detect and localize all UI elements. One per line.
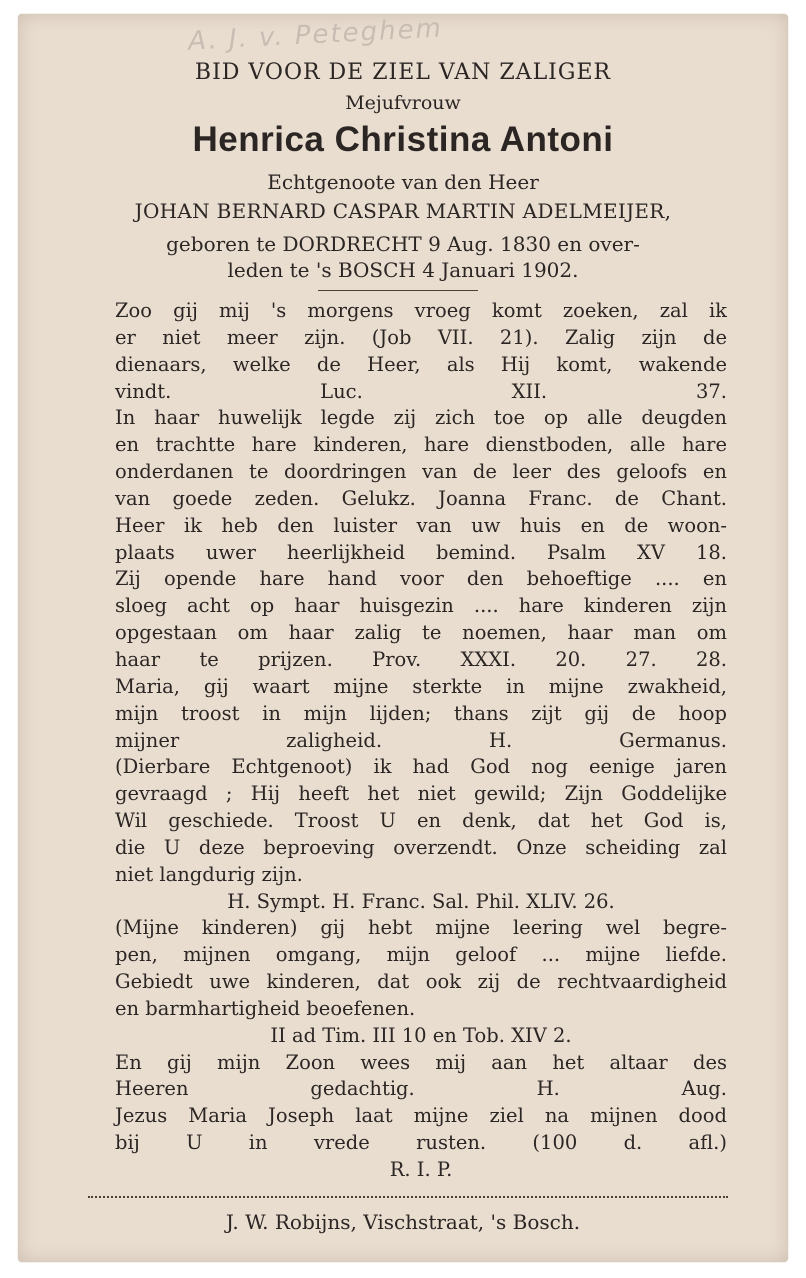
text-line: Jezus Maria Joseph laat mijne ziel na mijnen dood xyxy=(115,1104,727,1128)
text-line: Zoo gij mij 's morgens vroeg komt zoeken, zal ik xyxy=(115,299,727,322)
citation-line: H. Sympt. H. Franc. Sal. Phil. XLIV. 26. xyxy=(227,889,615,913)
text-line: pen, mijnen omgang, mijn geloof ... mijne liefde. xyxy=(115,943,727,967)
text-line: er niet meer zijn. (Job VII. 21). Zalig zijn de xyxy=(115,325,727,349)
intro-heading: BID VOOR DE ZIEL VAN ZALIGER xyxy=(194,60,612,85)
text-line: En gij mijn Zoon wees mij aan het altaar des xyxy=(115,1050,727,1074)
text-line: Gebiedt uwe kinderen, dat ook zij de rechtvaardigheid xyxy=(115,970,727,994)
rip-line: R. I. P. xyxy=(389,1158,453,1181)
text-line: niet langdurig zijn. xyxy=(115,862,303,886)
citation-line: II ad Tim. III 10 en Tob. XIV 2. xyxy=(270,1023,572,1047)
text-line: mijner zaligheid. H. Germanus. xyxy=(115,728,727,752)
text-line: (Mijne kinderen) gij hebt mijne leering wel begre- xyxy=(115,916,727,940)
text-line: plaats uwer heerlijkheid bemind. Psalm XV 18. xyxy=(115,540,727,564)
text-line: onderdanen te doordringen van de leer des geloofs en xyxy=(115,460,727,484)
text-line: opgestaan om haar zalig te noemen, haar man om xyxy=(115,621,727,645)
text-line: Wil geschiede. Troost U en denk, dat het God is, xyxy=(115,809,727,833)
text-line: haar te prijzen. Prov. XXXI. 20. 27. 28. xyxy=(115,647,727,671)
text-line: vindt. Luc. XII. 37. xyxy=(115,379,727,403)
printer-imprint: J. W. Robijns, Vischstraat, 's Bosch. xyxy=(225,1210,581,1234)
divider-line xyxy=(318,290,478,291)
text-line: Zij opende hare hand voor den behoeftige .... en xyxy=(115,567,727,591)
prayer-text xyxy=(115,298,727,1184)
text-line: bij U in vrede rusten. (100 d. afl.) xyxy=(115,1131,727,1155)
text-line: en barmhartigheid beoefenen. xyxy=(115,996,416,1020)
birth-death-line-2: leden te 's BOSCH 4 Januari 1902. xyxy=(227,258,579,282)
text-line: (Dierbare Echtgenoot) ik had God nog eenige jaren xyxy=(115,755,727,779)
deceased-name: Henrica Christina Antoni xyxy=(192,120,614,159)
text-line: In haar huwelijk legde zij zich toe op alle deugden xyxy=(115,406,727,430)
relation-line: Echtgenoote van den Heer xyxy=(267,170,539,194)
birth-death-line-1: geboren te DORDRECHT 9 Aug. 1830 en over- xyxy=(166,232,640,256)
text-line: dienaars, welke de Heer, als Hij komt, wakende xyxy=(115,352,727,376)
text-line: en trachtte hare kinderen, hare dienstboden, alle hare xyxy=(115,433,727,457)
title-prefix: Mejufvrouw xyxy=(345,92,461,114)
text-line: Maria, gij waart mijne sterkte in mijne zwakheid, xyxy=(115,674,727,698)
text-line: Heer ik heb den luister van uw huis en de woon- xyxy=(115,513,727,537)
pencil-annotation: A. J. v. Peteghem xyxy=(187,13,444,57)
text-line: die U deze beproeving overzendt. Onze scheiding zal xyxy=(115,835,727,859)
spouse-name: JOHAN BERNARD CASPAR MARTIN ADELMEIJER, xyxy=(134,199,672,223)
memorial-card xyxy=(18,14,788,1262)
text-line: sloeg acht op haar huisgezin .... hare kinderen zijn xyxy=(115,594,727,618)
dotted-divider xyxy=(88,1196,728,1198)
text-line: mijn troost in mijn lijden; thans zijt gij de hoop xyxy=(115,701,727,725)
text-line: gevraagd ; Hij heeft het niet gewild; Zijn Goddelijke xyxy=(115,782,727,806)
text-line: van goede zeden. Gelukz. Joanna Franc. de Chant. xyxy=(115,486,727,510)
text-line: Heeren gedachtig. H. Aug. xyxy=(115,1077,727,1101)
